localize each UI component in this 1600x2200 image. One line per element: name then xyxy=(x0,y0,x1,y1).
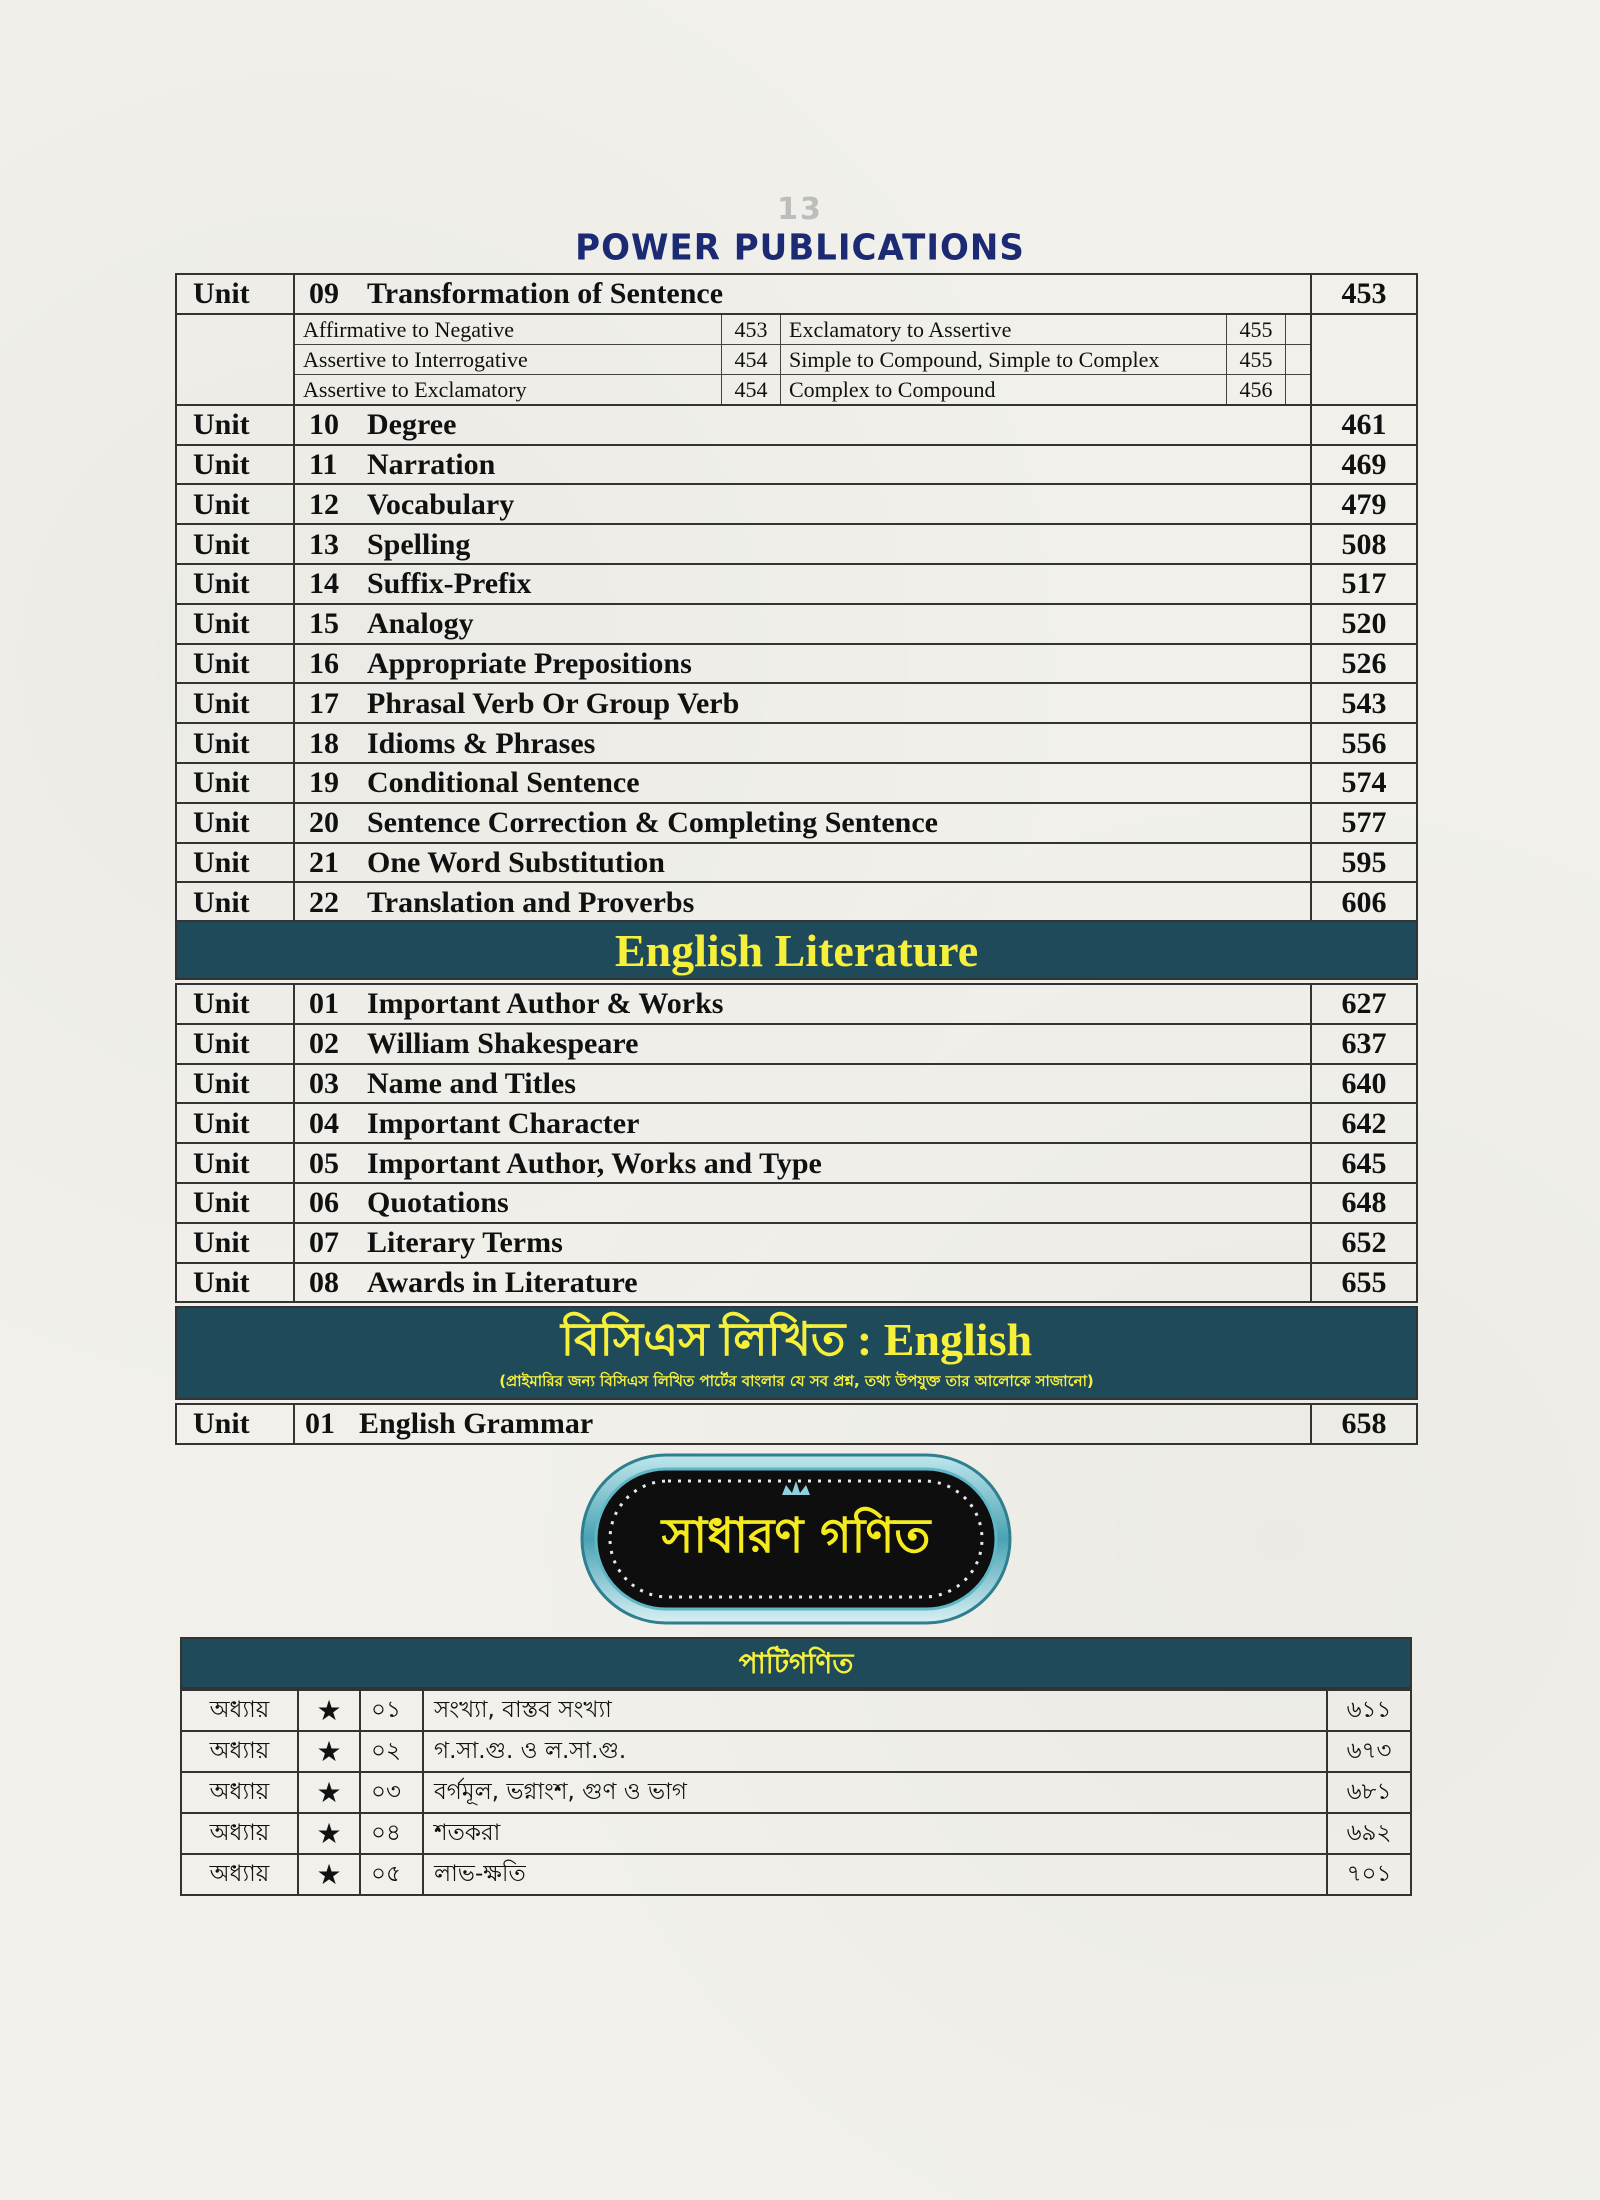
unit-title: Sentence Correction & Completing Sentence xyxy=(367,806,938,840)
chapter-page: ৭০১ xyxy=(1327,1854,1411,1895)
unit-label: Unit xyxy=(176,604,294,644)
toc-row[interactable] xyxy=(176,763,1417,803)
subtopic-item[interactable] xyxy=(295,344,1310,374)
unit-title-cell xyxy=(294,803,1311,843)
unit-title: Quotations xyxy=(367,1186,509,1220)
unit-page: 526 xyxy=(1311,644,1417,684)
unit-page: 606 xyxy=(1311,882,1417,922)
unit-number: 07 xyxy=(309,1226,339,1260)
unit-page: 574 xyxy=(1311,763,1417,803)
unit-page: 652 xyxy=(1311,1223,1417,1263)
subtopic-right-page: 456 xyxy=(1227,374,1286,404)
unit-title: One Word Substitution xyxy=(367,845,665,879)
unit-page: 645 xyxy=(1311,1143,1417,1183)
chapter-label: অধ্যায় xyxy=(181,1854,298,1895)
chapter-row[interactable] xyxy=(181,1813,1411,1854)
unit-page: 520 xyxy=(1311,604,1417,644)
unit-page: 479 xyxy=(1311,484,1417,524)
chapter-title: সংখ্যা, বাস্তব সংখ্যা xyxy=(423,1690,1327,1731)
unit-title-cell xyxy=(294,405,1311,445)
toc-row[interactable] xyxy=(176,524,1417,564)
toc-row[interactable] xyxy=(176,803,1417,843)
unit-page: 637 xyxy=(1311,1024,1417,1064)
chapter-page: ৬৯২ xyxy=(1327,1813,1411,1854)
unit-title-cell xyxy=(294,1064,1311,1104)
unit-title-cell xyxy=(294,843,1311,883)
star-icon: ★ xyxy=(298,1772,360,1813)
unit-title: Suffix-Prefix xyxy=(367,567,532,601)
unit-title-cell xyxy=(294,1223,1311,1263)
unit-label: Unit xyxy=(176,1143,294,1183)
unit-title-cell xyxy=(294,723,1311,763)
unit-page: 648 xyxy=(1311,1183,1417,1223)
literature-heading: English Literature xyxy=(175,920,1418,980)
publisher-title: POWER PUBLICATIONS xyxy=(575,227,1025,269)
unit-title-cell xyxy=(294,274,1311,314)
unit-number: 20 xyxy=(309,806,339,840)
unit-number: 12 xyxy=(309,487,339,521)
subtopic-right: Simple to Compound, Simple to Complex xyxy=(781,344,1227,374)
subtopic-left-page: 454 xyxy=(722,374,781,404)
unit-number: 18 xyxy=(309,726,339,760)
literature-toc-table xyxy=(175,983,1418,1303)
subtopic-left-page: 453 xyxy=(722,315,781,345)
subtopic-right-page: 455 xyxy=(1227,315,1286,345)
subtopic-cell xyxy=(294,314,1311,405)
page-number: 13 xyxy=(777,192,823,227)
unit-title-cell xyxy=(294,604,1311,644)
unit-title-cell xyxy=(294,1143,1311,1183)
unit-title-cell xyxy=(294,1183,1311,1223)
subtopic-item[interactable] xyxy=(295,315,1310,345)
unit-page: 577 xyxy=(1311,803,1417,843)
toc-row[interactable] xyxy=(176,1263,1417,1303)
subtopic-left: Assertive to Exclamatory xyxy=(295,374,722,404)
unit-label: Unit xyxy=(176,1064,294,1104)
toc-row[interactable] xyxy=(176,405,1417,445)
unit-number: 13 xyxy=(309,527,339,561)
unit-label: Unit xyxy=(176,763,294,803)
toc-row[interactable] xyxy=(176,984,1417,1024)
unit-title: Narration xyxy=(367,447,496,481)
unit-label: Unit xyxy=(176,274,294,314)
unit-label: Unit xyxy=(176,843,294,883)
unit-title-cell xyxy=(294,644,1311,684)
unit-label: Unit xyxy=(176,803,294,843)
unit-page: 517 xyxy=(1311,564,1417,604)
unit-title: Vocabulary xyxy=(367,487,515,521)
unit-number: 17 xyxy=(309,686,339,720)
chapter-title: বর্গমূল, ভগ্নাংশ, গুণ ও ভাগ xyxy=(423,1772,1327,1813)
unit-number: 01 xyxy=(309,987,339,1021)
subtopic-left: Assertive to Interrogative xyxy=(295,344,722,374)
toc-row[interactable] xyxy=(176,445,1417,485)
empty-cell xyxy=(1311,314,1417,405)
bcs-written-banner xyxy=(175,1306,1418,1400)
unit-label: Unit xyxy=(176,405,294,445)
chapter-page: ৬৭৩ xyxy=(1327,1731,1411,1772)
toc-row[interactable] xyxy=(176,1064,1417,1104)
unit-label: Unit xyxy=(176,445,294,485)
unit-title-cell xyxy=(294,1404,1311,1444)
unit-label: Unit xyxy=(176,683,294,723)
unit-title-cell xyxy=(294,984,1311,1024)
unit-label: Unit xyxy=(176,564,294,604)
subtopic-left-page: 454 xyxy=(722,344,781,374)
unit-title: Conditional Sentence xyxy=(367,766,640,800)
unit-title: Important Character xyxy=(367,1106,640,1140)
toc-row[interactable] xyxy=(176,1223,1417,1263)
chapter-title: গ.সা.গু. ও ল.সা.গু. xyxy=(423,1731,1327,1772)
unit-number: 06 xyxy=(309,1186,339,1220)
unit-title: Idioms & Phrases xyxy=(367,726,596,760)
chapter-number: ০৪ xyxy=(360,1813,423,1854)
toc-row[interactable] xyxy=(176,683,1417,723)
math-section-heading: পাটিগণিত xyxy=(180,1637,1412,1689)
toc-row[interactable] xyxy=(176,1143,1417,1183)
unit-page: 508 xyxy=(1311,524,1417,564)
unit-number: 21 xyxy=(309,845,339,879)
unit-number: 16 xyxy=(309,646,339,680)
unit-label: Unit xyxy=(176,1024,294,1064)
unit-title: William Shakespeare xyxy=(367,1027,639,1061)
toc-row[interactable] xyxy=(176,1404,1417,1444)
unit-page: 469 xyxy=(1311,445,1417,485)
unit-title: Awards in Literature xyxy=(367,1265,638,1299)
unit-title: Important Author, Works and Type xyxy=(367,1146,822,1180)
unit-page: 453 xyxy=(1311,274,1417,314)
unit-title: English Grammar xyxy=(359,1407,594,1441)
unit-title-cell xyxy=(294,484,1311,524)
unit-number: 22 xyxy=(309,885,339,919)
unit-label: Unit xyxy=(176,644,294,684)
toc-row[interactable] xyxy=(176,274,1417,314)
toc-row[interactable] xyxy=(176,644,1417,684)
chapter-row[interactable] xyxy=(181,1772,1411,1813)
unit-title-cell xyxy=(294,445,1311,485)
unit-number: 11 xyxy=(309,447,338,481)
chapter-title: লাভ-ক্ষতি xyxy=(423,1854,1327,1895)
unit-title-cell xyxy=(294,882,1311,922)
unit-title-cell xyxy=(294,524,1311,564)
bcs-toc-table xyxy=(175,1403,1418,1445)
chapter-page: ৬১১ xyxy=(1327,1690,1411,1731)
subtopic-right: Exclamatory to Assertive xyxy=(781,315,1227,345)
bcs-written-subheading: (প্রাইমারির জন্য বিসিএস লিখিত পার্টের বাংলার যে সব প্রশ্ন, তথ্য উপযুক্ত তার আলোকে সাজানো) xyxy=(499,1372,1094,1390)
unit-title-cell xyxy=(294,683,1311,723)
empty-cell xyxy=(176,314,294,405)
chapter-row[interactable] xyxy=(181,1854,1411,1895)
spacer xyxy=(1286,344,1311,374)
unit-label: Unit xyxy=(176,524,294,564)
unit-title: Transformation of Sentence xyxy=(367,277,724,311)
chapter-title: শতকরা xyxy=(423,1813,1327,1854)
subtopic-item[interactable] xyxy=(295,374,1310,404)
subtopic-right-page: 455 xyxy=(1227,344,1286,374)
unit-number: 08 xyxy=(309,1265,339,1299)
unit-page: 461 xyxy=(1311,405,1417,445)
unit-page: 543 xyxy=(1311,683,1417,723)
chapter-label: অধ্যায় xyxy=(181,1690,298,1731)
subtopic-table xyxy=(295,315,1310,404)
toc-row[interactable] xyxy=(176,484,1417,524)
unit-number: 15 xyxy=(309,607,339,641)
subtopic-row xyxy=(176,314,1417,405)
unit-title: Analogy xyxy=(367,607,474,641)
chapter-number: ০২ xyxy=(360,1731,423,1772)
toc-row[interactable] xyxy=(176,1024,1417,1064)
unit-title-cell xyxy=(294,763,1311,803)
unit-number: 09 xyxy=(309,277,339,311)
spacer xyxy=(1286,374,1311,404)
unit-page: 595 xyxy=(1311,843,1417,883)
unit-title: Name and Titles xyxy=(367,1066,576,1100)
subtopic-left: Affirmative to Negative xyxy=(295,315,722,345)
unit-number: 05 xyxy=(309,1146,339,1180)
unit-page: 655 xyxy=(1311,1263,1417,1303)
unit-label: Unit xyxy=(176,1183,294,1223)
unit-number: 01 xyxy=(305,1407,335,1441)
unit-label: Unit xyxy=(176,1404,294,1444)
unit-title: Literary Terms xyxy=(367,1226,563,1260)
chapter-number: ০৩ xyxy=(360,1772,423,1813)
unit-number: 03 xyxy=(309,1066,339,1100)
unit-label: Unit xyxy=(176,723,294,763)
unit-number: 10 xyxy=(309,408,339,442)
math-logo-text: সাধারণ গণিত xyxy=(661,1508,931,1564)
chapter-label: অধ্যায় xyxy=(181,1772,298,1813)
unit-number: 02 xyxy=(309,1027,339,1061)
toc-row[interactable] xyxy=(176,1183,1417,1223)
unit-page: 640 xyxy=(1311,1064,1417,1104)
unit-title: Important Author & Works xyxy=(367,987,724,1021)
unit-title-cell xyxy=(294,1263,1311,1303)
chapter-number: ০৫ xyxy=(360,1854,423,1895)
subtopic-right: Complex to Compound xyxy=(781,374,1227,404)
unit-title-cell xyxy=(294,564,1311,604)
unit-page: 627 xyxy=(1311,984,1417,1024)
unit-title-cell xyxy=(294,1024,1311,1064)
unit-label: Unit xyxy=(176,882,294,922)
star-icon: ★ xyxy=(298,1813,360,1854)
unit-label: Unit xyxy=(176,484,294,524)
chapter-label: অধ্যায় xyxy=(181,1731,298,1772)
star-icon: ★ xyxy=(298,1731,360,1772)
star-icon: ★ xyxy=(298,1690,360,1731)
toc-row[interactable] xyxy=(176,843,1417,883)
toc-row[interactable] xyxy=(176,882,1417,922)
toc-row[interactable] xyxy=(176,604,1417,644)
unit-page: 642 xyxy=(1311,1103,1417,1143)
chapter-page: ৬৮১ xyxy=(1327,1772,1411,1813)
chapter-row[interactable] xyxy=(181,1731,1411,1772)
unit-title: Spelling xyxy=(367,527,471,561)
toc-row[interactable] xyxy=(176,723,1417,763)
star-icon: ★ xyxy=(298,1854,360,1895)
toc-row[interactable] xyxy=(176,1103,1417,1143)
unit-number: 14 xyxy=(309,567,339,601)
chapter-row[interactable] xyxy=(181,1690,1411,1731)
unit-label: Unit xyxy=(176,984,294,1024)
spacer xyxy=(1286,315,1311,345)
unit-page: 556 xyxy=(1311,723,1417,763)
unit-title-cell xyxy=(294,1103,1311,1143)
unit-title: Translation and Proverbs xyxy=(367,885,695,919)
chapter-label: অধ্যায় xyxy=(181,1813,298,1854)
unit-label: Unit xyxy=(176,1223,294,1263)
grammar-toc-table xyxy=(175,273,1418,923)
unit-title: Degree xyxy=(367,408,457,442)
unit-label: Unit xyxy=(176,1263,294,1303)
unit-page: 658 xyxy=(1311,1404,1417,1444)
unit-label: Unit xyxy=(176,1103,294,1143)
unit-title: Appropriate Prepositions xyxy=(367,646,692,680)
unit-number: 04 xyxy=(309,1106,339,1140)
math-toc-table xyxy=(180,1689,1412,1896)
toc-row[interactable] xyxy=(176,564,1417,604)
chapter-number: ০১ xyxy=(360,1690,423,1731)
unit-number: 19 xyxy=(309,766,339,800)
unit-title: Phrasal Verb Or Group Verb xyxy=(367,686,740,720)
bcs-written-heading: বিসিএস লিখিত : English xyxy=(560,1314,1033,1365)
